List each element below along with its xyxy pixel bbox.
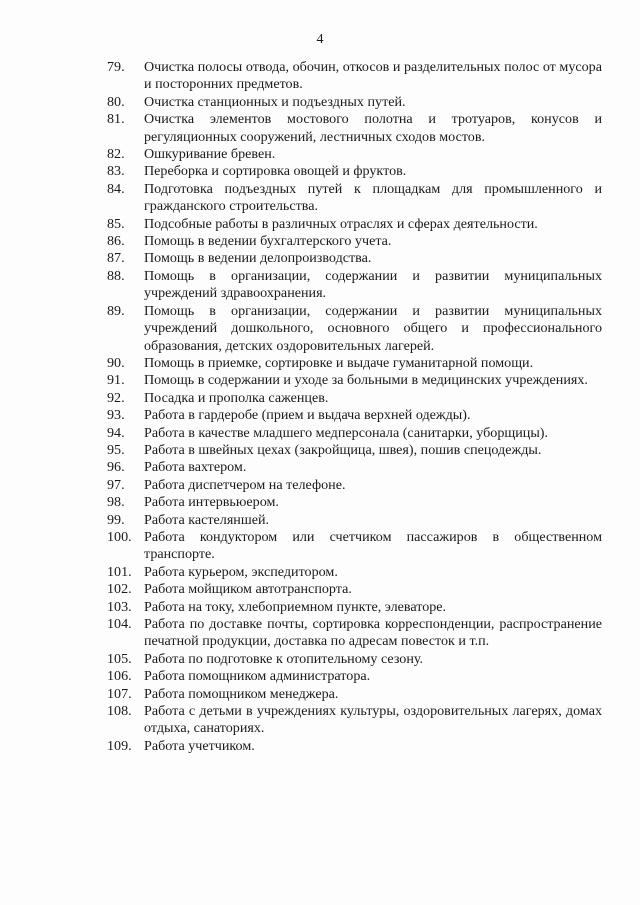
item-text: Работа вахтером.: [144, 459, 247, 476]
list-item: [107, 668, 602, 685]
item-number: 98.: [107, 494, 125, 511]
item-text: Подготовка подъездных путей к площадкам для промышленного и гражданского строительства.: [144, 180, 602, 215]
item-number: 103.: [107, 598, 132, 615]
item-text: Работа помощником менеджера.: [144, 685, 339, 702]
list-item: [107, 512, 602, 529]
list-item: [107, 564, 602, 581]
item-number: 108.: [107, 703, 132, 720]
list-item: [107, 372, 602, 389]
item-number: 81.: [107, 111, 125, 128]
item-text: Помощь в ведении делопроизводства.: [144, 250, 372, 267]
item-number: 82.: [107, 146, 125, 163]
list-item: [107, 738, 602, 755]
item-text: Работа в качестве младшего медперсонала (санитарки, уборщицы).: [144, 424, 549, 441]
item-number: 104.: [107, 616, 132, 632]
list-item: [107, 250, 602, 267]
item-number: 80.: [107, 93, 125, 110]
item-number: 84.: [107, 180, 125, 197]
item-text: Очистка полосы отвода, обочин, откосов и разделительных полос от мусора и посторонних предметов.: [144, 59, 602, 93]
item-text: Помощь в ведении бухгалтерского учета.: [144, 233, 392, 250]
list-item: [107, 111, 602, 146]
item-number: 97.: [107, 476, 125, 493]
list-item: [107, 94, 602, 111]
item-text: Работа по доставке почты, сортировка корреспонденции, распространение печатной продукции, доставка по адресам повесток и т.п.: [144, 616, 602, 650]
item-text: Переборка и сортировка овощей и фруктов.: [144, 163, 407, 180]
item-text: Работа помощником администратора.: [144, 668, 371, 685]
item-number: 89.: [107, 302, 125, 319]
item-number: 93.: [107, 407, 125, 424]
item-text: Помощь в организации, содержании и развитии муниципальных учреждений дошкольного, основного общего и профессионального образования, детских оздоровительных лагерей.: [144, 302, 602, 354]
list-item: [107, 703, 602, 738]
list-item: [107, 529, 602, 564]
list-item: [107, 616, 602, 651]
list-item: [107, 233, 602, 250]
list-item: [107, 407, 602, 424]
item-text: Посадка и прополка саженцев.: [144, 389, 329, 406]
list-item: [107, 686, 602, 703]
item-number: 106.: [107, 668, 132, 685]
item-text: Работа интервьюером.: [144, 494, 279, 511]
item-text: Работа в швейных цехах (закройщица, швея), пошив спецодежды.: [144, 441, 542, 458]
item-text: Работа по подготовке к отопительному сезону.: [144, 650, 424, 667]
list-item: [107, 268, 602, 303]
list-item: [107, 459, 602, 476]
list-item: [107, 651, 602, 668]
item-text: Работа диспетчером на телефоне.: [144, 476, 346, 493]
item-number: 87.: [107, 250, 125, 267]
list-item: [107, 599, 602, 616]
item-text: Помощь в содержании и уходе за больными в медицинских учреждениях.: [144, 372, 588, 389]
list-item: [107, 355, 602, 372]
item-number: 94.: [107, 424, 125, 441]
item-text: Помощь в организации, содержании и развитии муниципальных учреждений здравоохранения.: [144, 267, 602, 302]
item-text: Очистка станционных и подъездных путей.: [144, 93, 406, 110]
list-item: [107, 425, 602, 442]
list-item: [107, 581, 602, 598]
item-number: 107.: [107, 685, 132, 702]
item-number: 86.: [107, 233, 125, 250]
item-number: 100.: [107, 528, 132, 545]
item-number: 105.: [107, 650, 132, 667]
item-text: Работа кастеляншей.: [144, 511, 270, 528]
item-number: 99.: [107, 511, 125, 528]
list-item: [107, 442, 602, 459]
list-item: [107, 146, 602, 163]
list-item: [107, 303, 602, 355]
item-text: Работа кондуктором или счетчиком пассажиров в общественном транспорте.: [144, 528, 602, 563]
item-text: Работа с детьми в учреждениях культуры, оздоровительных лагерях, домах отдыха, санаториях.: [144, 703, 602, 737]
item-number: 83.: [107, 163, 125, 180]
item-text: Помощь в приемке, сортировке и выдаче гуманитарной помощи.: [144, 354, 534, 371]
item-text: Работа мойщиком автотранспорта.: [144, 581, 352, 598]
item-number: 92.: [107, 389, 125, 406]
item-text: Работа курьером, экспедитором.: [144, 563, 338, 580]
item-text: Очистка элементов мостового полотна и тротуаров, конусов и регуляционных сооружений, лестничных сходов мостов.: [144, 111, 602, 145]
item-number: 102.: [107, 581, 132, 598]
page-number: 4: [316, 32, 324, 47]
item-number: 90.: [107, 354, 125, 371]
item-number: 88.: [107, 267, 125, 284]
item-number: 91.: [107, 372, 125, 389]
list-item: [107, 477, 602, 494]
item-number: 101.: [107, 563, 132, 580]
item-text: Подсобные работы в различных отраслях и сферах деятельности.: [144, 215, 538, 232]
list-item: [107, 494, 602, 511]
list-item: [107, 390, 602, 407]
list-item: [107, 59, 602, 94]
item-number: 79.: [107, 59, 125, 75]
list-item: [107, 163, 602, 180]
list-item: [107, 181, 602, 216]
item-text: Работа на току, хлебоприемном пункте, элеваторе.: [144, 598, 447, 615]
item-number: 109.: [107, 737, 132, 754]
item-text: Ошкуривание бревен.: [144, 146, 276, 163]
item-text: Работа учетчиком.: [144, 737, 255, 754]
item-number: 85.: [107, 215, 125, 232]
item-number: 95.: [107, 441, 125, 458]
item-number: 96.: [107, 459, 125, 476]
numbered-list: [107, 59, 602, 755]
item-text: Работа в гардеробе (прием и выдача верхней одежды).: [144, 407, 471, 424]
list-item: [107, 216, 602, 233]
